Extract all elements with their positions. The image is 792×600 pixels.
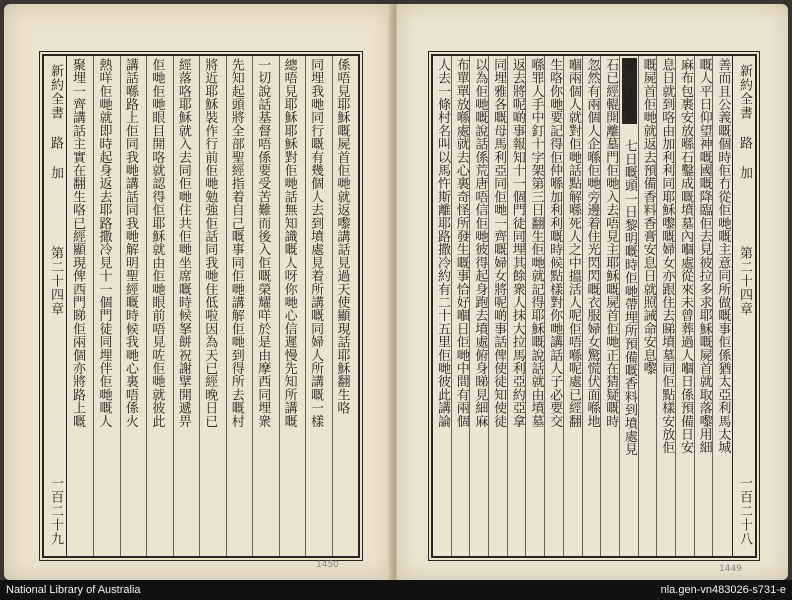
left-page-frame xyxy=(42,54,360,558)
column-text: 係唔見耶穌嘅屍首佢哋就返嚟講話見過天使顯現話耶穌翻生咯 xyxy=(334,58,350,415)
column-text: 先知起頭將全部聖經指着自己嘅事同佢哋講解佢哋到得所去嘅村 xyxy=(228,58,244,428)
page-number: 一百二十九 xyxy=(48,476,63,546)
page-number: 一百二十八 xyxy=(737,476,752,546)
text-column xyxy=(279,56,305,556)
text-column xyxy=(226,56,252,556)
column-text: 以為佢哋嘅說話係荒唐唔信佢哋彼得起身跑去墳處俯身睇見細麻 xyxy=(472,58,488,428)
column-text: 生咯你哋要記得佢仲喺加利利嘅時候點樣對你哋講話人子必要交 xyxy=(547,58,563,428)
column-text: 嘅屍首佢哋就返去預備香料香膏安息日就照誡命安息嚟 xyxy=(640,58,656,375)
column-text: 善而且公義嘅個時佢冇從佢哋嘅主意同所做嘅事佢係猶太亞利馬太城 xyxy=(715,58,731,454)
column-text: 經落咯耶穌就入去同佢哋住共佢哋坐席嘅時候拏餅祝謝擘開遞畀 xyxy=(175,58,191,428)
right-text-columns xyxy=(433,56,731,556)
column-text: 講話喺路上佢同我哋講話同我哋解明聖經嘅時候我哋心裏唔係火 xyxy=(122,58,138,428)
column-text: 返去將呢啲事報知十一個門徒同埋其餘衆人抹大拉馬利亞約亞拿 xyxy=(509,58,525,428)
text-column xyxy=(93,56,119,556)
text-column xyxy=(712,56,731,556)
column-text: 忽然有兩個人企喺佢哋旁邊着住光閃閃嘅衣服婦女驚慌伏面喺地 xyxy=(584,58,600,428)
column-text: 布單單放喺處就去心裏奇怪所發生嘅事恰好嗰日佢哋中間有兩個 xyxy=(453,58,469,428)
column-text: 石已經輥開離墓門佢哋入去唔見主耶穌嘅屍首佢哋正在猜疑嘅時 xyxy=(603,58,619,428)
text-column xyxy=(600,56,619,556)
text-column xyxy=(675,56,694,556)
text-column xyxy=(433,56,451,556)
text-column xyxy=(252,56,278,556)
pencil-folio-mark: 1449 xyxy=(719,564,742,574)
column-text: 嘅人平日仰望神嘅國嘅降臨佢去見彼拉多求耶穌嘅屍首就取落嚟用細 xyxy=(696,58,712,454)
text-column xyxy=(469,56,488,556)
text-column xyxy=(146,56,172,556)
column-text: 熱咩佢哋就即時起身返去耶路撒冷見十一個門徒同埋伴佢哋嘅人 xyxy=(96,58,112,428)
text-column xyxy=(68,56,93,556)
left-side-margin xyxy=(44,56,67,556)
right-side-margin xyxy=(732,56,755,556)
column-text: 佢哋佢哋眼目開咯就認得佢耶穌就由佢哋眼前唔見咗佢哋就彼此 xyxy=(149,58,165,428)
column-text: 總唔見耶穌耶穌對佢哋話無知識嘅人呀你哋心信遲慢先知所講嘅 xyxy=(281,58,297,428)
text-column xyxy=(507,56,526,556)
text-column xyxy=(488,56,507,556)
column-text: 一切說話基督唔係要受苦難而後入佢嘅榮耀咩於是由摩西同埋衆 xyxy=(255,58,271,428)
text-column xyxy=(563,56,582,556)
pencil-folio-mark: 1450 xyxy=(316,560,339,570)
text-column xyxy=(332,56,358,556)
column-text: 將近耶穌裝作行前佢哋勉強佢話同我哋住低啦因為天已經晚日已 xyxy=(202,58,218,428)
chapter-label: 第二十四章 xyxy=(737,246,752,316)
text-column xyxy=(544,56,563,556)
text-column xyxy=(619,56,638,556)
column-text: 同埋我哋同行嘅有幾個人去到墳處見着所講嘅同婦人所講嘅一樣 xyxy=(308,58,324,428)
column-text: 聚埋一齊講話主實在翻生咯已經顯現俾西門睇佢兩個亦將路上嘅 xyxy=(70,58,86,428)
text-column xyxy=(656,56,675,556)
left-text-columns xyxy=(68,56,358,556)
column-text: 嗰兩個人就對佢哋話點解喺死人之中搵活人呢佢唔喺呢處已經翻 xyxy=(565,58,581,428)
text-column xyxy=(694,56,713,556)
running-title: 新約全書 路 加 xyxy=(48,64,63,180)
right-page xyxy=(397,4,788,580)
column-text: 喺罪人手中釘十字架第三日翻生佢哋就記得耶穌嘅說話就由墳墓 xyxy=(528,58,544,428)
text-column xyxy=(120,56,146,556)
left-page xyxy=(4,4,392,580)
right-page-frame xyxy=(431,54,757,558)
column-text: 同埋雅各嘅母馬利亞同佢哋一齊嘅婦女將呢啲事話俾使徒知使徒 xyxy=(491,58,507,428)
column-text: 人去一條村名叫以馬忤斯離耶路撒冷約有二十五里佢哋彼此講論 xyxy=(435,58,450,428)
library-credit: National Library of Australia xyxy=(6,584,141,596)
library-footer xyxy=(0,580,792,600)
text-column xyxy=(638,56,657,556)
chapter-heading-marker: 第二十四章 xyxy=(621,58,637,124)
column-text: 麻布包裹安放喺石鑿成嘅墳墓內嗰處從來未曾葬過人嗰日係預備日安 xyxy=(677,58,693,454)
text-column xyxy=(525,56,544,556)
text-column xyxy=(199,56,225,556)
column-text: 息日就到咯由加利利同耶穌嚟嘅婦女亦跟住去睇墳墓同佢點樣安放佢 xyxy=(659,58,675,454)
text-column xyxy=(582,56,601,556)
text-column xyxy=(451,56,470,556)
chapter-label: 第二十四章 xyxy=(48,246,63,316)
column-text: 第二十四章 七日嘅頭一日黎明嘅時佢哋帶埋所預備嘅香料到墳處見 xyxy=(621,58,637,456)
text-column xyxy=(173,56,199,556)
running-title: 新約全書 路 加 xyxy=(737,64,752,180)
record-identifier: nla.gen-vn483026-s731-e xyxy=(660,584,786,596)
text-column xyxy=(305,56,331,556)
